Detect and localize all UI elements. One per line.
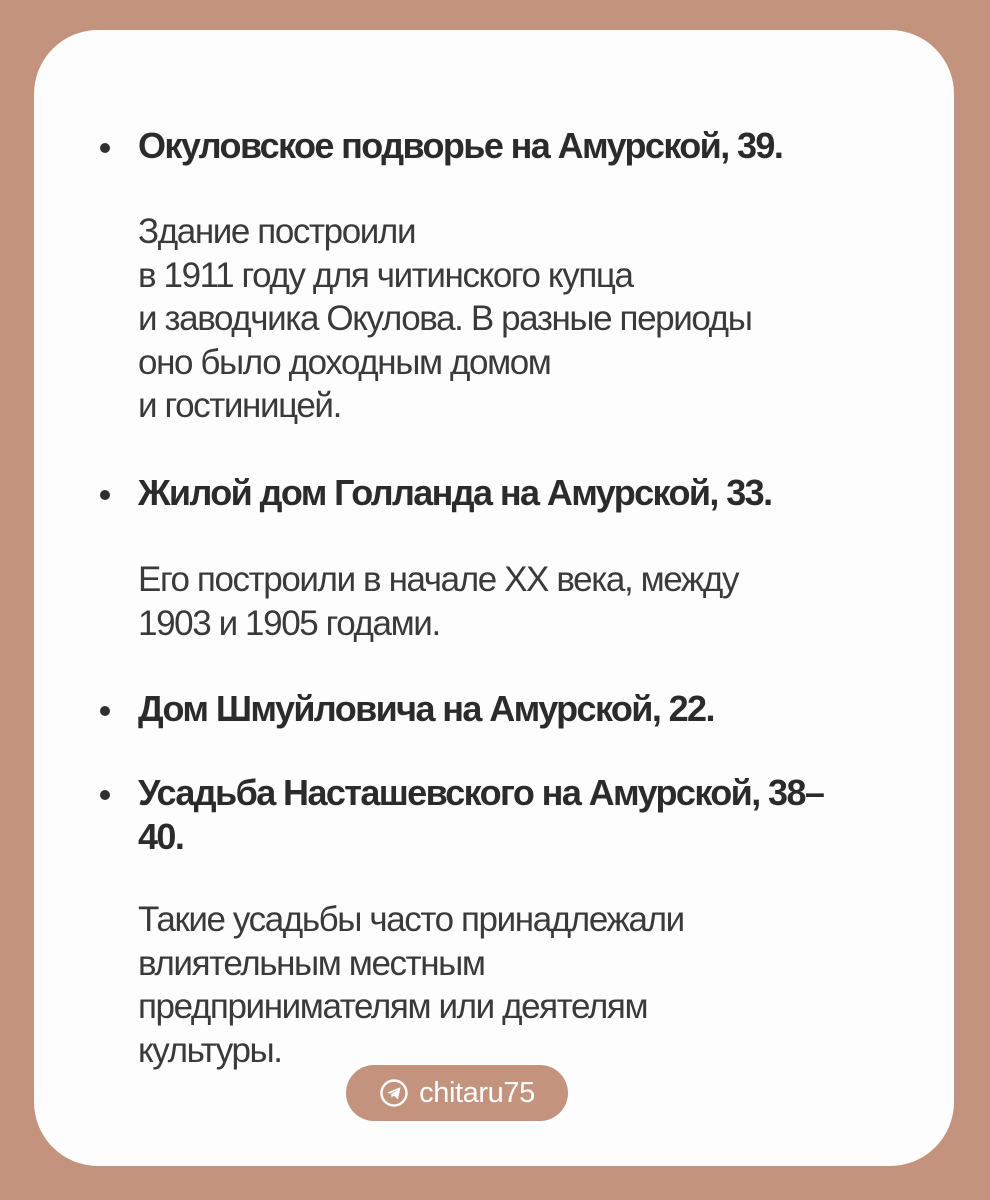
heading-line: Усадьба Насташевского на Амурской, 38– <box>138 772 824 813</box>
description-line: в 1911 году для читинского купца <box>138 255 633 295</box>
item-heading: Дом Шмуйловича на Амурской, 22. <box>138 688 714 729</box>
description-line: Такие усадьбы часто принадлежали <box>138 900 684 939</box>
channel-name: chitaru75 <box>419 1076 535 1109</box>
item-description <box>138 210 898 428</box>
description-line: влиятельным местным <box>138 943 485 983</box>
description-line: оно было доходным домом <box>138 342 551 382</box>
bullet-icon <box>100 706 110 716</box>
item-description <box>138 898 898 1072</box>
bullet-icon <box>100 143 110 153</box>
description-line: культуры. <box>138 1030 282 1070</box>
description-line: Его построили в начале XX века, между <box>138 560 739 599</box>
item-description <box>138 558 898 645</box>
item-heading <box>138 771 918 859</box>
description-line: и гостиницей. <box>138 386 341 425</box>
item-heading: Окуловское подворье на Амурской, 39. <box>138 125 783 166</box>
description-line: и заводчика Окулова. В разные периоды <box>138 299 752 338</box>
telegram-icon <box>379 1078 409 1108</box>
item-heading: Жилой дом Голланда на Амурской, 33. <box>138 472 772 513</box>
channel-badge[interactable] <box>346 1065 568 1121</box>
description-line: Здание построили <box>138 212 416 251</box>
content-card <box>34 30 954 1166</box>
description-line: предпринимателям или деятелям <box>138 987 648 1026</box>
heading-line: 40. <box>138 816 184 857</box>
bullet-icon <box>100 790 110 800</box>
description-line: 1903 и 1905 годами. <box>138 603 440 643</box>
bullet-icon <box>100 490 110 500</box>
